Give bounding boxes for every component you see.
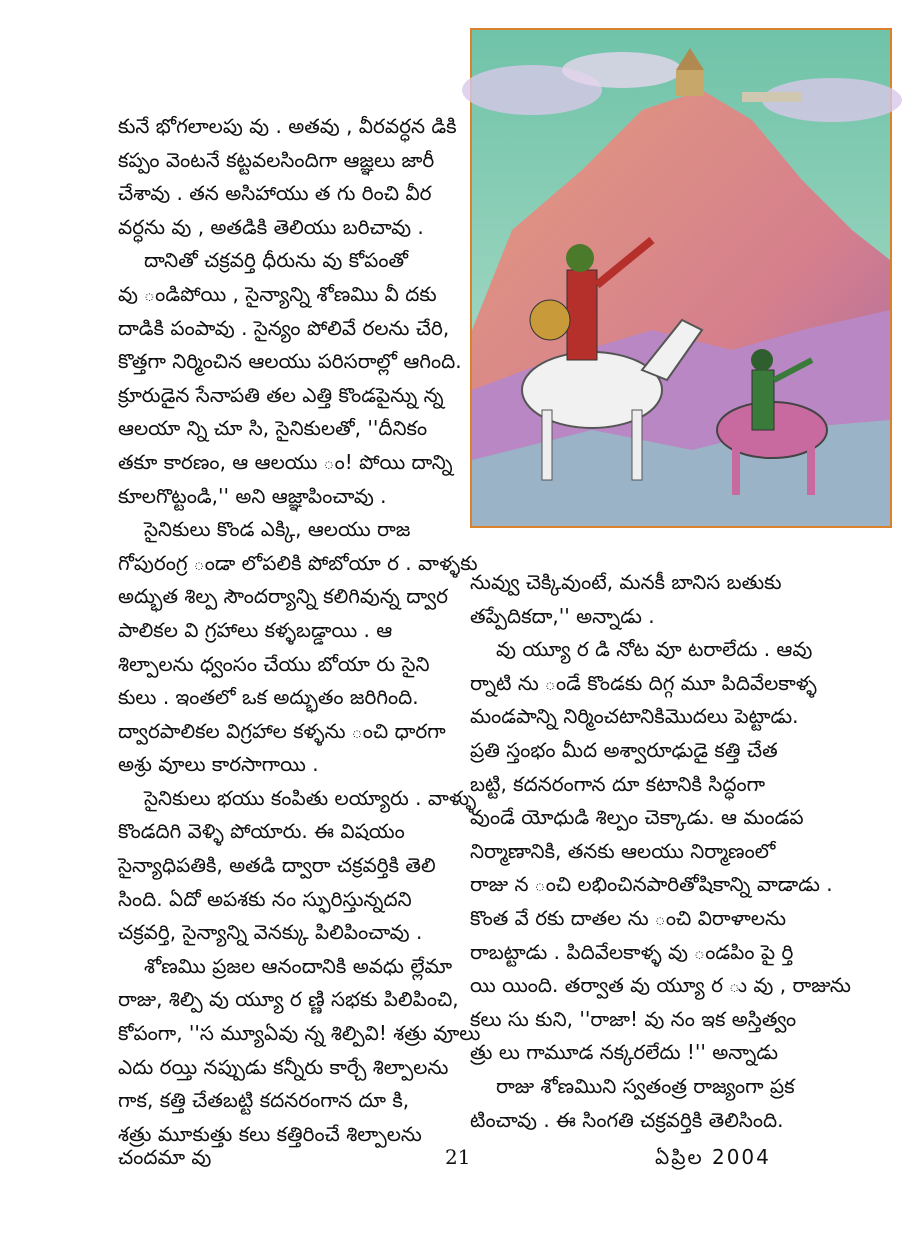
text-line: ర్నాటి ను ండే కొండకు దిగ్గ మూ పిదివేలకాళ్ళ xyxy=(470,670,817,695)
text-line: దాడికి పంపావు . సైన్యం పోలివే రలను చేరి, xyxy=(118,315,450,340)
page-number: 21 xyxy=(445,1145,471,1169)
text-line: కులు . ఇంతలో ఒక అద్భుతం జరిగింది. xyxy=(118,685,419,710)
text-line: అశ్రు వూలు కారసాగాయి . xyxy=(118,752,319,777)
text-line: కొత్తగా నిర్మించిన ఆలయు పరిసరాల్లో ఆగింది. xyxy=(118,349,462,374)
text-line: త్రు లు గామూడ నక్కరలేదు !'' అన్నాడు xyxy=(470,1040,779,1065)
text-line: చేశావు . తన అసిహాయు త గు రించి వీర xyxy=(118,181,432,206)
text-line: కునే భోగలాలపు వు . అతవు , వీరవర్ధన డికి xyxy=(118,114,457,138)
text-line: వుండే యోధుడి శిల్పం చెక్కాడు. ఆ మండప xyxy=(470,805,804,830)
text-line: నువ్వు చెక్కివుంటే, మనకీ బానిస బతుకు xyxy=(470,570,782,594)
text-line: సైనికులు భయు కంపితు లయ్యారు . వాళ్ళు xyxy=(144,785,477,810)
text-line: గోపురంగ్ర ండా లోపలికి పోబోయా ర . వాళ్ళకు xyxy=(118,550,478,575)
text-line: తప్పేదికదా,'' అన్నాడు . xyxy=(470,603,655,628)
text-line: ఎదు రయ్తి నప్పుడు కన్నీరు కార్చే శిల్పాలను xyxy=(118,1054,449,1079)
text-line: క్రూరుడైన సేనాపతి తల ఎత్తి కొండపైన్ను న్న xyxy=(118,382,444,407)
text-line: అద్భుత శిల్ప సౌందర్యాన్ని కలిగివున్న ద్వార xyxy=(118,584,449,609)
text-line: ఆలయా న్ని చూ సి, సైనికులతో, ''దీనికం xyxy=(118,416,428,441)
text-line: కొండదిగి వెళ్ళి పోయారు. ఈ విషయం xyxy=(118,819,405,844)
text-line: రాబట్టాడు . పిదివేలకాళ్ళ వు ండపిం పై ర్తి xyxy=(470,939,794,964)
text-line: పాలికల వి గ్రహాలు కళ్ళబడ్డాయి . ఆ xyxy=(118,617,393,642)
text-line: ప్రతి స్తంభం మీద అశ్వారూఢుడై కత్తి చేత xyxy=(470,737,778,762)
text-line: గాక, కత్తి చేతబట్టి కదనరంగాన దూ కి, xyxy=(118,1088,410,1113)
text-line: వు ండిపోయి , సైన్యాన్ని శోణమిు వీ దకు xyxy=(118,281,437,306)
text-line: దానితో చక్రవర్తి ధీరును వు కోపంతో xyxy=(144,248,409,273)
text-line: వు య్యూ ర డి నోట వూ టరాలేదు . ఆవు xyxy=(496,637,813,662)
text-line: సింది. ఏదో అపశకు నం స్ఫురిస్తున్నదని xyxy=(118,886,412,911)
text-line: శత్రు మూకుత్తు కలు కత్తిరించే శిల్పాలను xyxy=(118,1121,422,1146)
text-line: ద్వారపాలికల విగ్రహాల కళ్ళను ంచి ధారగా xyxy=(118,718,446,743)
text-line: రాజు న ంచి లభించినపారితోషికాన్ని వాడాడు . xyxy=(470,872,833,897)
text-line: సైనికులు కొండ ఎక్కి, ఆలయు రాజ xyxy=(144,517,411,542)
text-line: కొంత వే రకు దాతల ను ంచి విరాళాలను xyxy=(470,905,786,930)
text-line: మండపాన్ని నిర్మించటానికిమొదలు పెట్టాడు. xyxy=(470,704,799,729)
text-line: నిర్మాణానికి, తనకు ఆలయు నిర్మాణంలో xyxy=(470,838,776,863)
magazine-name: చందమా వు xyxy=(118,1145,212,1169)
text-line: శిల్పాలను ధ్వంసం చేయు బోయా రు సైని xyxy=(118,651,430,676)
text-line: కూలగొట్టండి,'' అని ఆజ్ఞాపించావు . xyxy=(118,483,387,508)
story-illustration xyxy=(470,28,892,528)
text-line: యి యింది. తర్వాత వు య్యూ ర ు వు , రాజును xyxy=(470,973,851,998)
text-line: కలు సు కుని, ''రాజా! వు నం ఇక అస్తిత్వం xyxy=(470,1006,797,1031)
text-line: రాజు శోణమిుని స్వతంత్ర రాజ్యంగా ప్రక xyxy=(496,1073,795,1098)
text-line: బట్టి, కదనరంగాన దూ కటానికి సిద్ధంగా xyxy=(470,771,766,796)
text-line: టించావు . ఈ సింగతి చక్రవర్తికి తెలిసింది. xyxy=(470,1107,784,1132)
right-text-column xyxy=(470,566,851,1137)
text-line: కోపంగా, ''స మ్యూఏవు న్న శిల్పివి! శత్రు వూలు xyxy=(118,1021,481,1046)
text-line: తకూ కారణం, ఆ ఆలయు ం! పోయి దాన్ని xyxy=(118,449,453,474)
text-line: చక్రవర్తి, సైన్యాన్ని వెనక్కు పిలిపించావు . xyxy=(118,920,423,945)
issue-date: ఏప్రిల 2004 xyxy=(655,1145,771,1169)
text-line: సైన్యాధిపతికి, అతడి ద్వారా చక్రవర్తికి తెలి xyxy=(118,853,436,878)
text-line: శోణమిు ప్రజల ఆనందానికి అవధు ల్లేమా xyxy=(144,953,453,978)
text-line: కప్పం వెంటనే కట్టవలసిందిగా ఆజ్ఞలు జారీ xyxy=(118,147,435,172)
left-text-column xyxy=(118,110,481,1151)
text-line: వర్ధను వు , అతడికి తెలియు బరిచావు . xyxy=(118,214,424,239)
text-line: రాజు, శిల్పి వు య్యూ ర ణ్ణి సభకు పిలిపించి, xyxy=(118,987,459,1012)
